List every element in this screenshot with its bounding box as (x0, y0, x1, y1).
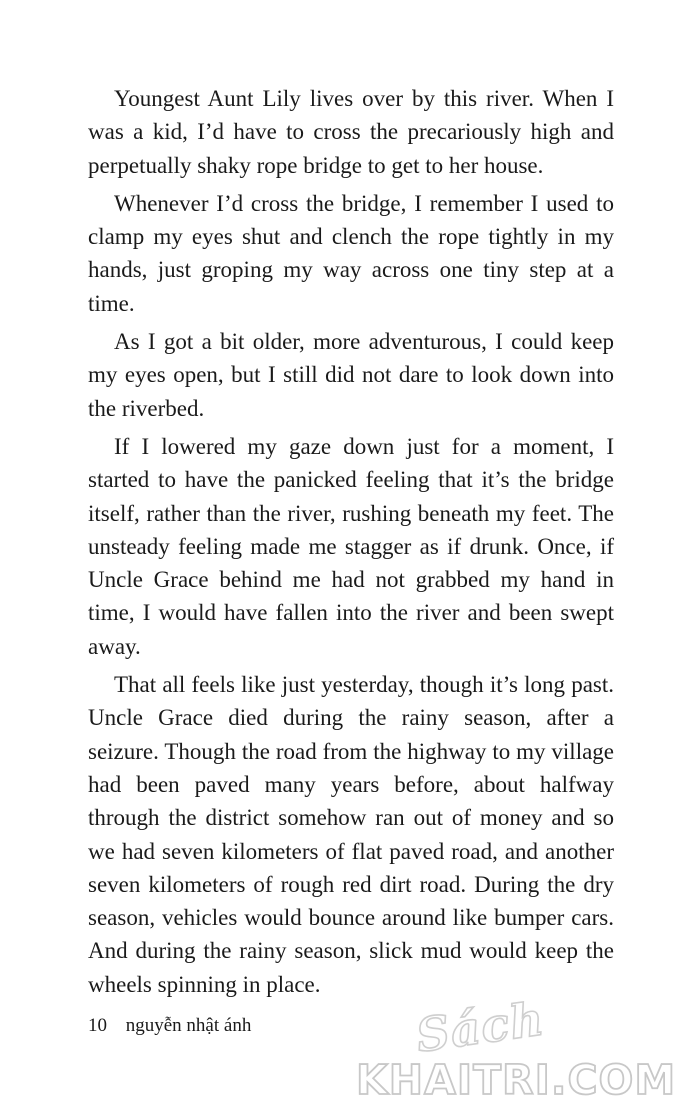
paragraph-3: As I got a bit older, more adventurous, I could keep my eyes open, but I still did not dare to look down into the riverbed. (88, 329, 614, 421)
watermark-logo (356, 991, 686, 1110)
watermark-site-text: KHAITRI.COM (356, 1056, 677, 1104)
paragraph-1: Youngest Aunt Lily lives over by this river. When I was a kid, I’d have to cross the precariously high and perpetually shaky rope bridge to get to her house. (88, 86, 614, 178)
paragraph-4: If I lowered my gaze down just for a moment, I started to have the panicked feeling that it’s the bridge itself, rather than the river, rushing beneath my feet. The unsteady feeling made me stagger as if drunk. Once, if Uncle Grace behind me had not grabbed my hand in time, I would have fallen into the river and been swept away. (88, 433, 614, 659)
page-footer (88, 1014, 251, 1038)
watermark-script-text: Sách (412, 991, 548, 1063)
body-text (88, 82, 614, 1006)
page-number: 10 (88, 1015, 107, 1036)
paragraph-5: That all feels like just yesterday, though it’s long past. Uncle Grace died during the rainy season, after a seizure. Though the road from the highway to my village had been paved many years before, about halfway through the district somehow ran out of money and so we had seven kilometers of flat paved road, and another seven kilometers of rough red dirt road. During the dry season, vehicles would bounce around like bumper cars. And during the rainy season, slick mud would keep the wheels spinning in place. (88, 672, 614, 997)
running-author: nguyễn nhật ánh (125, 1015, 252, 1036)
paragraph-2: Whenever I’d cross the bridge, I remember I used to clamp my eyes shut and clench the rope tightly in my hands, just groping my way across one tiny step at a time. (88, 190, 614, 316)
